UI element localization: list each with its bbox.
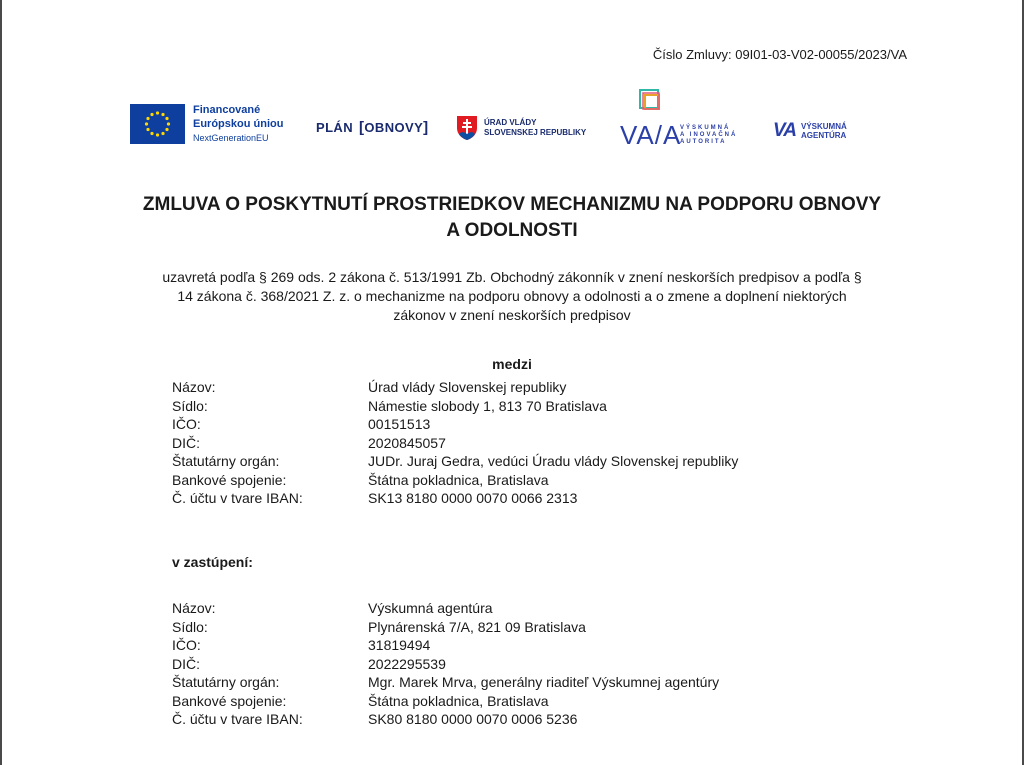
eu-flag-icon	[130, 104, 185, 144]
party2-row	[172, 599, 719, 618]
party1-row	[172, 415, 738, 434]
party1-row	[172, 378, 738, 397]
vaia-sub3: AUTORITA	[680, 139, 727, 145]
field-value: SK80 8180 0000 0070 0006 5236	[368, 711, 578, 727]
field-label: DIČ:	[172, 655, 200, 672]
party2-row	[172, 655, 719, 674]
subtitle-line3: zákonov v znení neskorších predpisov	[393, 307, 631, 323]
field-value: Námestie slobody 1, 813 70 Bratislava	[368, 397, 607, 414]
field-label: Sídlo:	[172, 397, 208, 414]
field-value: Výskumná agentúra	[368, 600, 493, 616]
eu-text-line1: Financované	[193, 104, 261, 116]
eu-funding-logo	[130, 103, 283, 145]
vaia-logo	[620, 88, 755, 148]
eu-text-line2: Európskou úniou	[193, 118, 284, 130]
field-label: Štatutárny orgán:	[172, 674, 280, 690]
va-line2: AGENTÚRA	[800, 131, 847, 140]
field-label: DIČ:	[172, 434, 200, 451]
party1-details	[172, 378, 738, 508]
field-value: 31819494	[368, 637, 431, 653]
urad-vlady-logo	[456, 115, 586, 141]
eu-text-line3: NextGenerationEU	[193, 133, 269, 143]
field-value: Úrad vlády Slovenskej republiky	[368, 379, 567, 395]
party1-row	[172, 489, 738, 508]
field-label: IČO:	[172, 416, 201, 432]
party2-details	[172, 599, 719, 729]
subtitle-line2: 14 zákona č. 368/2021 Z. z. o mechanizme na podporu obnovy a odolnosti a o zmene a doplnení niektorých	[177, 288, 847, 304]
party1-row	[172, 471, 738, 490]
document-subtitle	[110, 268, 914, 325]
va-line1: VÝSKUMNÁ	[800, 122, 847, 131]
vaia-wordmark: VA/A	[620, 120, 682, 150]
party1-row	[172, 434, 738, 453]
field-value: Štátna pokladnica, Bratislava	[368, 471, 549, 488]
party1-row	[172, 397, 738, 416]
vyskumna-agentura-logo	[773, 120, 847, 142]
title-line2: A ODOLNOSTI	[446, 220, 578, 241]
field-label: Názov:	[172, 600, 216, 616]
vaia-subtext	[680, 125, 737, 146]
field-value: Plynárenská 7/A, 821 09 Bratislava	[368, 618, 586, 635]
field-label: Bankové spojenie:	[172, 471, 287, 488]
party2-row	[172, 692, 719, 711]
bracket-left-icon: [	[359, 119, 365, 136]
urad-line1: ÚRAD VLÁDY	[484, 118, 537, 127]
field-label: Názov:	[172, 379, 216, 395]
field-label: Č. účtu v tvare IBAN:	[172, 490, 303, 506]
vaia-sub2: A INOVAČNÁ	[680, 132, 738, 138]
title-line1: ZMLUVA O POSKYTNUTÍ PROSTRIEDKOV MECHANIZMU NA PODPORU OBNOVY	[142, 194, 882, 215]
field-value: 2022295539	[368, 655, 446, 672]
field-value: 2020845057	[368, 434, 446, 451]
plan-obnovy-logo	[316, 119, 429, 136]
contract-number: Číslo Zmluvy: 09I01-03-V02-00055/2023/VA	[652, 47, 907, 62]
document-title	[100, 192, 924, 244]
field-value: SK13 8180 0000 0070 0066 2313	[368, 490, 578, 506]
obnovy-word: OBNOVY	[364, 120, 424, 135]
vaia-emblem-icon	[638, 88, 664, 116]
field-value: JUDr. Juraj Gedra, vedúci Úradu vlády Slovenskej republiky	[368, 453, 739, 469]
represented-by-heading: v zastúpení:	[172, 554, 253, 570]
party2-row	[172, 710, 719, 729]
field-label: Č. účtu v tvare IBAN:	[172, 711, 303, 727]
urad-line2: SLOVENSKEJ REPUBLIKY	[484, 128, 587, 137]
slovak-coat-of-arms-icon	[456, 115, 478, 141]
subtitle-line1: uzavretá podľa § 269 ods. 2 zákona č. 513/1991 Zb. Obchodný zákonník v znení neskorších predpisov a podľa §	[162, 269, 862, 285]
party2-row	[172, 673, 719, 692]
plan-word: PLÁN	[316, 120, 353, 135]
party2-row	[172, 618, 719, 637]
field-label: IČO:	[172, 637, 201, 653]
page-edge-left	[0, 0, 2, 765]
party1-row	[172, 452, 738, 471]
party2-row	[172, 636, 719, 655]
field-value: Štátna pokladnica, Bratislava	[368, 692, 549, 709]
vaia-sub1: VÝSKUMNÁ	[680, 125, 731, 131]
field-label: Sídlo:	[172, 618, 208, 635]
field-label: Bankové spojenie:	[172, 692, 287, 709]
between-heading: medzi	[492, 356, 532, 372]
field-value: Mgr. Marek Mrva, generálny riaditeľ Výskumnej agentúry	[368, 674, 720, 690]
bracket-right-icon: ]	[423, 119, 429, 136]
va-mark-icon: VA	[773, 120, 796, 141]
field-value: 00151513	[368, 416, 431, 432]
field-label: Štatutárny orgán:	[172, 453, 280, 469]
